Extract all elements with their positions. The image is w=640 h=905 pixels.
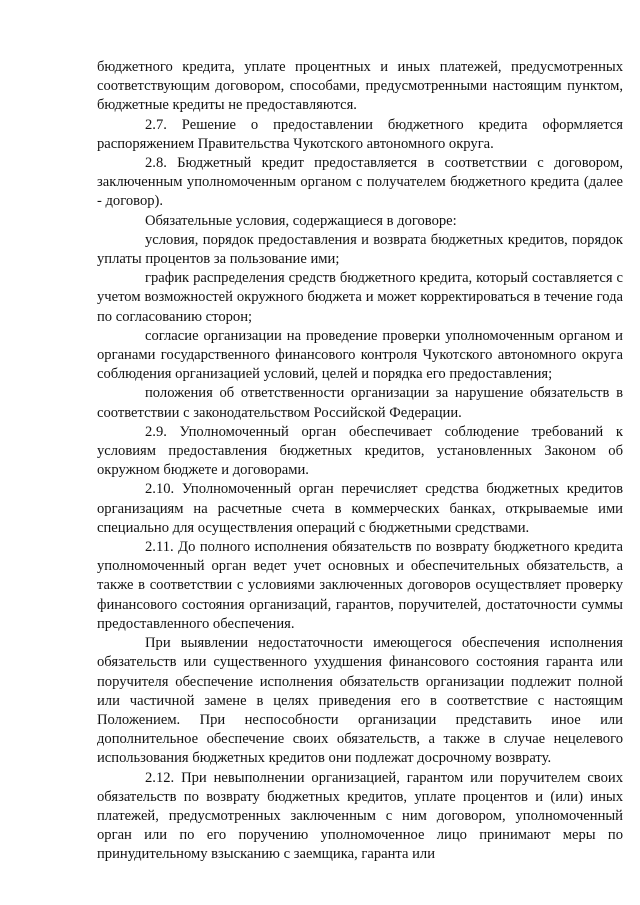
paragraph-1: бюджетного кредита, уплате процентных и иных платежей, предусмотренных соответствующим договором, способами, предусмотренными настоящим пунктом, бюджетные кредиты не предоставляются. — [97, 59, 623, 114]
paragraph-condition-3: согласие организации на проведение проверки уполномоченным органом и органами государственного финансового контроля Чукотского автономного округа соблюдения организацией условий, целей и порядка его предоставления; — [97, 327, 623, 383]
paragraph-2-11-continued: При выявлении недостаточности имеющегося обеспечения исполнения обязательств или существенного ухудшения финансового состояния гаранта или поручителя обеспечение исполнения обязательств организации подлежит полной или частичной замене в целях приведения его в соответствие с настоящим Положением. При неспособности организации представить иное или дополнительное обеспечение своих обязательств, а также в случае нецелевого использования бюджетных кредитов они подлежат досрочному возврату. — [97, 635, 623, 767]
paragraph-condition-2: график распределения средств бюджетного кредита, который составляется с учетом возможностей окружного бюджета и может корректироваться в течение года по согласованию сторон; — [97, 270, 623, 325]
paragraph-condition-1: условия, порядок предоставления и возврата бюджетных кредитов, порядок уплаты процентов за пользование ими; — [97, 231, 623, 268]
paragraph-2-12: 2.12. При невыполнении организацией, гарантом или поручителем своих обязательств по возврату бюджетных кредитов, уплате процентов и (или) иных платежей, предусмотренных заключенным с ним договором, уполномоченный орган или по его поручению уполномоченное лицо принимают меры по принудительному взысканию с заемщика, гаранта или — [97, 769, 623, 863]
document-body — [97, 58, 623, 865]
paragraph-2-11: 2.11. До полного исполнения обязательств по возврату бюджетного кредита уполномоченный орган ведет учет основных и обеспечительных обязательств, а также в соответствии с условиями заключенных договоров осуществляет проверку финансового состояния организаций, гарантов, поручителей, достаточности суммы предоставленного обеспечения. — [97, 539, 623, 632]
paragraph-conditions-heading: Обязательные условия, содержащиеся в договоре: — [145, 212, 457, 229]
paragraph-2-9: 2.9. Уполномоченный орган обеспечивает соблюдение требований к условиям предоставления бюджетных кредитов, установленных Законом об окружном бюджете и договорами. — [97, 423, 623, 479]
paragraph-2-8: 2.8. Бюджетный кредит предоставляется в соответствии с договором, заключенным уполномоченным органом с получателем бюджетного кредита (далее - договор). — [97, 155, 623, 210]
paragraph-condition-4: положения об ответственности организации за нарушение обязательств в соответствии с законодательством Российской Федерации. — [97, 385, 623, 421]
paragraph-2-7: 2.7. Решение о предоставлении бюджетного кредита оформляется распоряжением Правительства Чукотского автономного округа. — [97, 116, 623, 152]
paragraph-2-10: 2.10. Уполномоченный орган перечисляет средства бюджетных кредитов организациям на расчетные счета в коммерческих банках, открываемые ими специально для осуществления операций с бюджетными средствами. — [97, 481, 623, 536]
